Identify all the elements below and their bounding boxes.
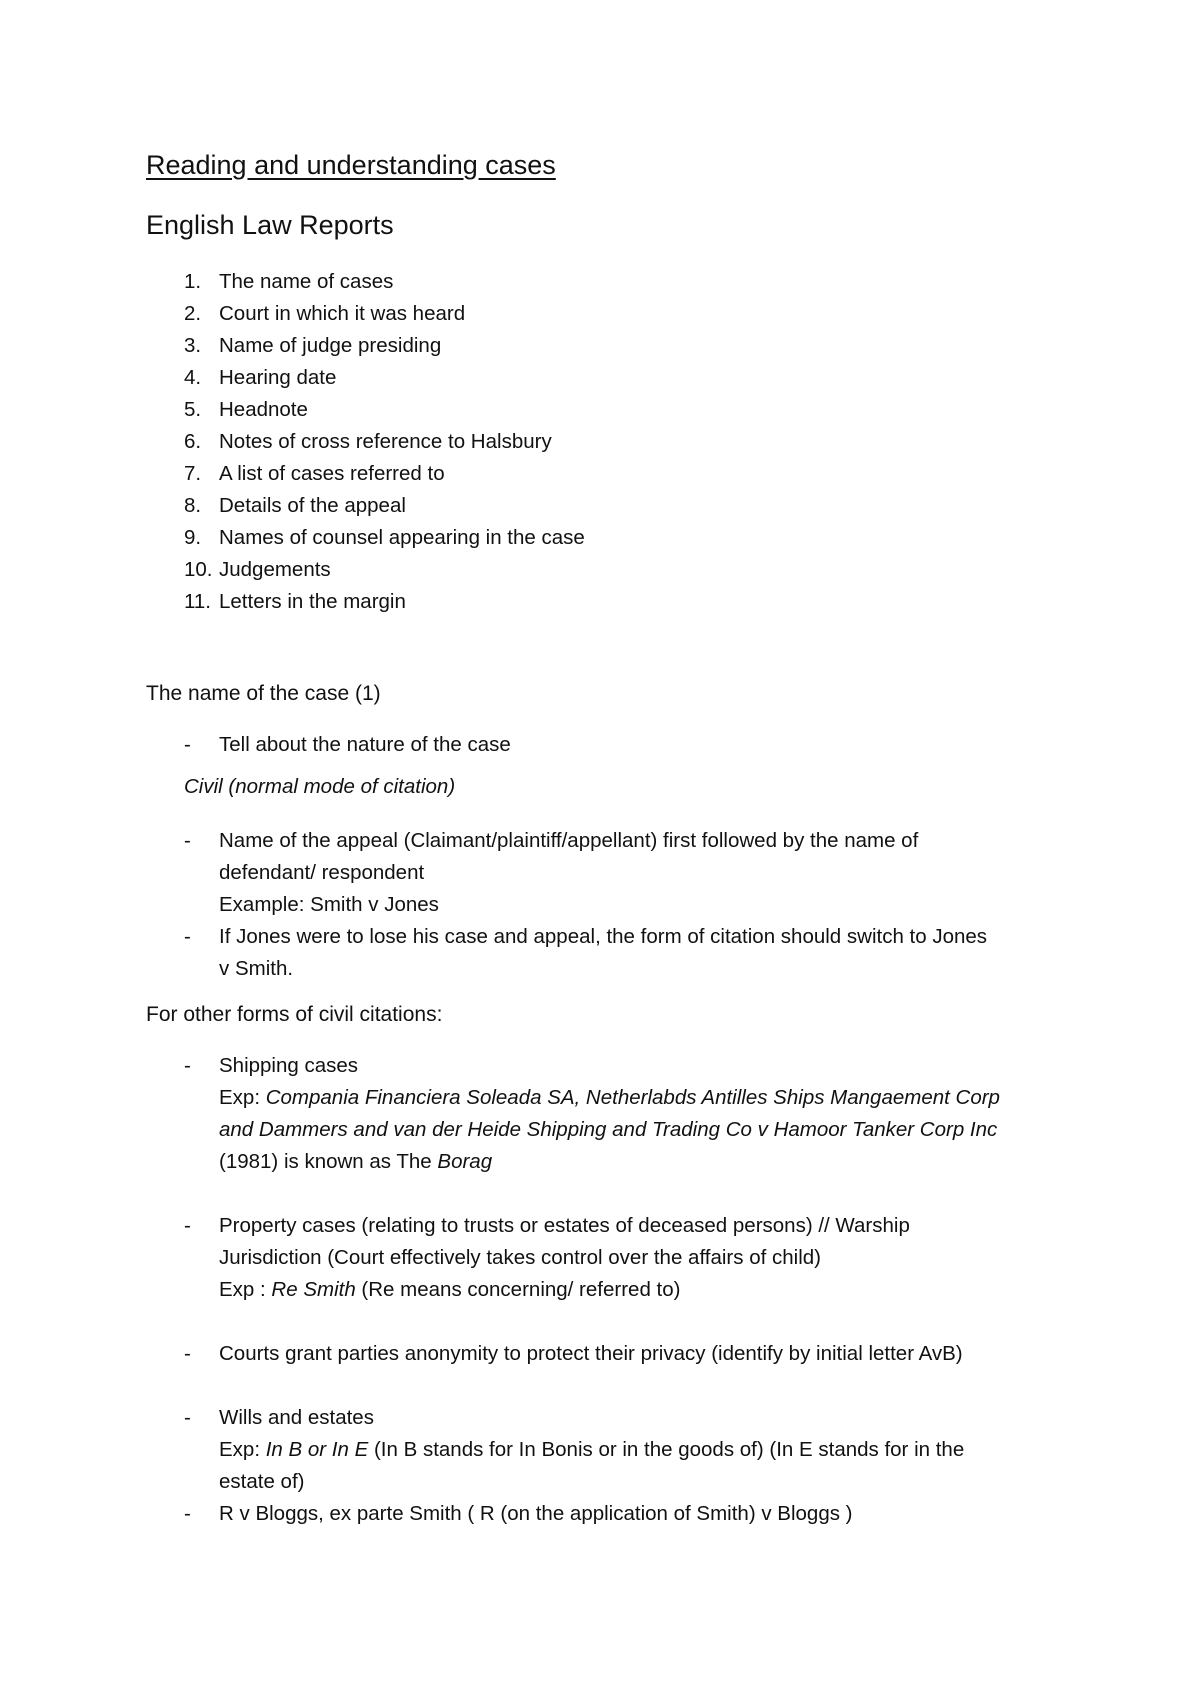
page-title: Reading and understanding cases [146,150,556,180]
bullet-text-line: v Smith. [219,957,294,980]
known-as-name: Borag [437,1150,493,1173]
list-item-text: Details of the appeal [219,494,406,517]
list-item [184,522,1084,554]
bullet-text-line: Jurisdiction (Court effectively takes control over the affairs of child) [219,1246,821,1269]
list-number: 7. [184,462,202,485]
list-item-text: Name of judge presiding [219,334,442,357]
dash-bullet: - [184,1054,191,1077]
list-item [184,266,1084,298]
list-number: 10. [184,558,213,581]
list-item-text: Judgements [219,558,331,581]
bullet-property [184,1210,1064,1306]
dash-bullet: - [184,733,191,756]
list-item [184,586,1084,618]
exp-label: Exp: [219,1438,266,1461]
exp-label: Exp : [219,1278,272,1301]
known-as-text: (1981) is known as The [219,1150,438,1173]
example-text: In B or In E [265,1438,369,1461]
bullet-shipping [184,1050,1064,1178]
bullet-text-line: Example: Smith v Jones [219,893,439,916]
list-number: 1. [184,270,202,293]
bullet-text-line: If Jones were to lose his case and appeal, the form of citation should switch to Jones [219,925,988,948]
list-item [184,458,1084,490]
example-suffix: (In B stands for In Bonis or in the goods of) (In E stands for in the [368,1438,965,1461]
list-item-text: Notes of cross reference to Halsbury [219,430,552,453]
bullet-nature [184,729,1064,761]
bullet-title: Shipping cases [219,1054,359,1077]
list-item [184,490,1084,522]
list-item-text: Letters in the margin [219,590,406,613]
bullet-anonymity [184,1338,1064,1370]
list-number: 8. [184,494,202,517]
bullet-text-line: Property cases (relating to trusts or estates of deceased persons) // Warship [219,1214,910,1237]
list-number: 2. [184,302,202,325]
bullet-text: Courts grant parties anonymity to protect their privacy (identify by initial letter AvB) [219,1342,963,1365]
list-number: 6. [184,430,202,453]
bullet-text-line: estate of) [219,1470,305,1493]
dash-bullet: - [184,1342,191,1365]
list-item-text: Court in which it was heard [219,302,466,325]
list-item [184,362,1084,394]
list-item-text: Hearing date [219,366,337,389]
bullet-jones [184,921,1064,985]
list-item [184,426,1084,458]
section-heading-other-forms: For other forms of civil citations: [146,1003,443,1026]
list-item [184,394,1084,426]
bullet-text-line: defendant/ respondent [219,861,425,884]
dash-bullet: - [184,1214,191,1237]
civil-label: Civil (normal mode of citation) [184,775,456,798]
list-item-text: The name of cases [219,270,394,293]
page-subtitle: English Law Reports [146,210,394,240]
list-item [184,298,1084,330]
list-number: 11. [184,590,211,613]
section-heading-case-name: The name of the case (1) [146,682,381,705]
dash-bullet: - [184,829,191,852]
bullet-text-line: Name of the appeal (Claimant/plaintiff/appellant) first followed by the name of [219,829,919,852]
example-text: Re Smith [271,1278,356,1301]
list-number: 3. [184,334,202,357]
bullet-bloggs [184,1498,1064,1530]
bullet-wills [184,1402,1064,1498]
list-item-text: Headnote [219,398,308,421]
bullet-text: Tell about the nature of the case [219,733,511,756]
list-number: 5. [184,398,202,421]
list-item-text: Names of counsel appearing in the case [219,526,585,549]
list-item-text: A list of cases referred to [219,462,445,485]
list-number: 9. [184,526,202,549]
example-text: Compania Financiera Soleada SA, Netherlabds Antilles Ships Mangaement Corp [265,1086,1000,1109]
bullet-title: Wills and estates [219,1406,374,1429]
dash-bullet: - [184,925,191,948]
dash-bullet: - [184,1502,191,1525]
bullet-appeal [184,825,1064,921]
list-item [184,554,1084,586]
example-text: and Dammers and van der Heide Shipping and Trading Co v Hamoor Tanker Corp Inc [219,1118,998,1141]
list-number: 4. [184,366,202,389]
list-item [184,330,1084,362]
bullet-text: R v Bloggs, ex parte Smith ( R (on the application of Smith) v Bloggs ) [219,1502,853,1525]
example-suffix: (Re means concerning/ referred to) [355,1278,681,1301]
exp-label: Exp: [219,1086,266,1109]
numbered-list [184,266,1084,618]
dash-bullet: - [184,1406,191,1429]
